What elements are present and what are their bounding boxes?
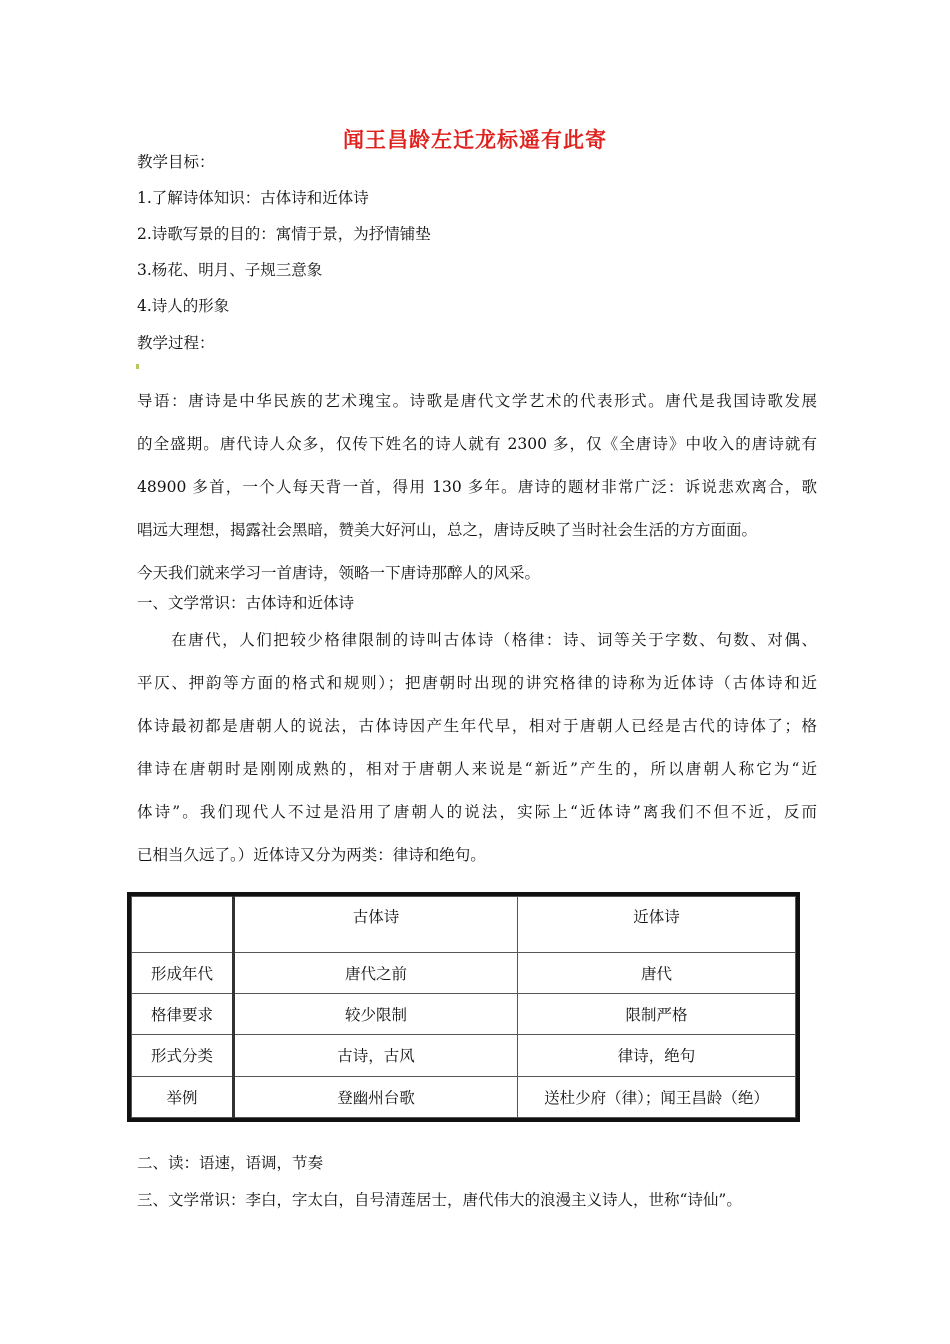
paragraph-line: 律诗在唐朝时是刚刚成熟的，相对于唐朝人来说是“新近”产生的，所以唐朝人称它为“近 — [137, 760, 817, 778]
table-cell: 唐代 — [518, 952, 796, 993]
table-cell: 古诗，古风 — [234, 1035, 518, 1076]
objective-item: 1.了解诗体知识：古体诗和近体诗 — [137, 189, 369, 207]
table-row — [132, 1076, 796, 1117]
row-label: 形式分类 — [132, 1035, 234, 1076]
objective-item: 3.杨花、明月、子规三意象 — [137, 261, 323, 279]
table-header-cell: 近体诗 — [518, 897, 796, 953]
table-cell: 送杜少府（律）；闻王昌龄（绝） — [518, 1076, 796, 1117]
objectives-heading: 教学目标： — [137, 153, 215, 171]
section2-heading: 二、读：语速，语调，节奏 — [137, 1154, 324, 1172]
paragraph-line: 已相当久远了。）近体诗又分为两类：律诗和绝句。 — [137, 846, 486, 864]
row-label: 形成年代 — [132, 952, 234, 993]
paragraph-line: 在唐代，人们把较少格律限制的诗叫古体诗（格律：诗、词等关于字数、句数、对偶、 — [137, 631, 817, 649]
table-cell: 唐代之前 — [234, 952, 518, 993]
row-label: 格律要求 — [132, 994, 234, 1035]
table-header-row — [132, 897, 796, 953]
table-cell: 律诗，绝句 — [518, 1035, 796, 1076]
paragraph-line: 体诗最初都是唐朝人的说法，古体诗因产生年代早，相对于唐朝人已经是古代的诗体了；格 — [137, 717, 817, 735]
row-label: 举例 — [132, 1076, 234, 1117]
comparison-table — [127, 892, 800, 1122]
paragraph-line: 唱远大理想，揭露社会黑暗，赞美大好河山，总之，唐诗反映了当时社会生活的方方面面。 — [137, 521, 758, 539]
paragraph-line: 平仄、押韵等方面的格式和规则）；把唐朝时出现的讲究格律的诗称为近体诗（古体诗和近 — [137, 674, 817, 692]
section1-paragraph — [137, 619, 817, 877]
section3-heading: 三、文学常识：李白，字太白，自号清莲居士，唐代伟大的浪漫主义诗人，世称“诗仙”。 — [137, 1191, 742, 1209]
objective-item: 4.诗人的形象 — [137, 297, 230, 315]
table-row — [132, 994, 796, 1035]
table-header-cell: 古体诗 — [234, 897, 518, 953]
table-row — [132, 1035, 796, 1076]
table-cell — [132, 897, 234, 953]
process-heading: 教学过程： — [137, 334, 215, 352]
stray-mark — [136, 364, 139, 369]
paragraph-line: 今天我们就来学习一首唐诗，领略一下唐诗那醉人的风采。 — [137, 564, 541, 582]
document-title: 闻王昌龄左迁龙标遥有此寄 — [343, 128, 607, 152]
paragraph-line: 48900 多首，一个人每天背一首，得用 130 多年。唐诗的题材非常广泛：诉说悲欢离合，歌 — [137, 478, 817, 496]
table-cell: 较少限制 — [234, 994, 518, 1035]
paragraph-line: 的全盛期。唐代诗人众多，仅传下姓名的诗人就有 2300 多，仅《全唐诗》中收入的唐诗就有 — [137, 435, 817, 453]
objective-item: 2.诗歌写景的目的：寓情于景，为抒情铺垫 — [137, 225, 431, 243]
table-row — [132, 952, 796, 993]
table-cell: 登幽州台歌 — [234, 1076, 518, 1117]
paragraph-line: 体诗”。我们现代人不过是沿用了唐朝人的说法，实际上“近体诗”离我们不但不近，反而 — [137, 803, 817, 821]
paragraph-line: 导语：唐诗是中华民族的艺术瑰宝。诗歌是唐代文学艺术的代表形式。唐代是我国诗歌发展 — [137, 392, 817, 410]
intro-paragraph — [137, 380, 817, 595]
table-cell: 限制严格 — [518, 994, 796, 1035]
section1-heading: 一、文学常识：古体诗和近体诗 — [137, 594, 355, 612]
